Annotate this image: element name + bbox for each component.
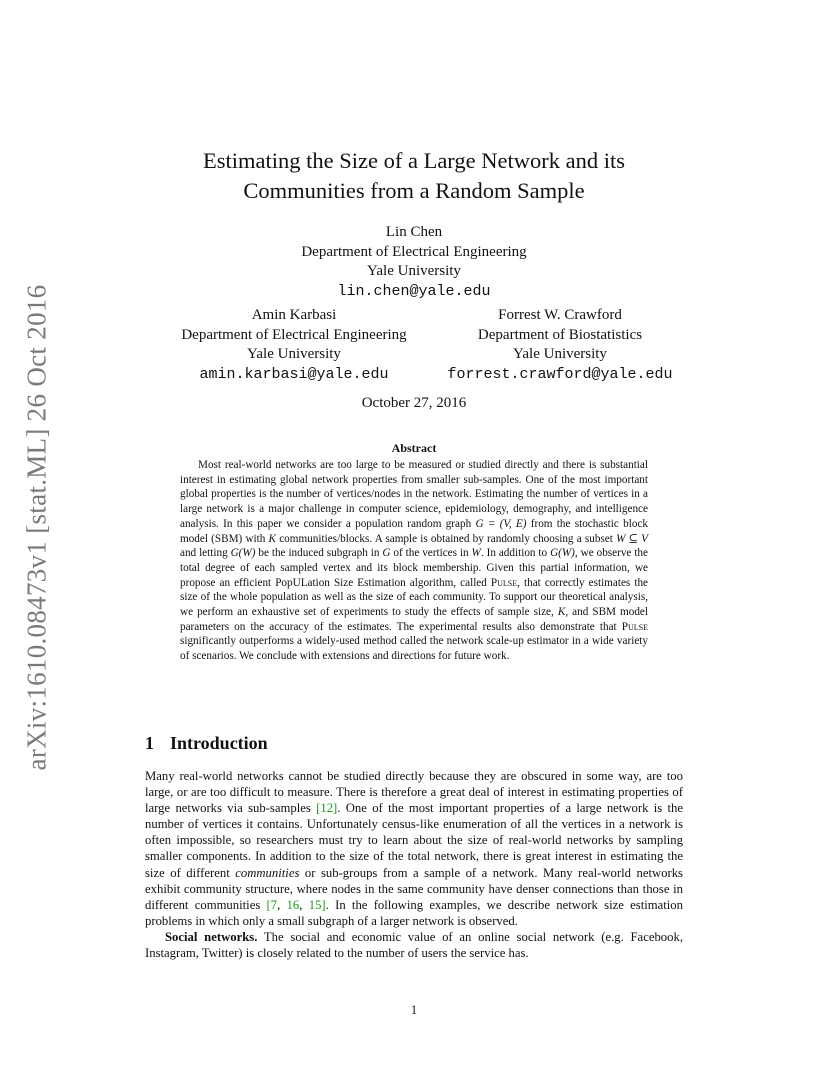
author-block-3 xyxy=(445,306,675,384)
author-univ: Yale University xyxy=(247,346,341,362)
author-name: Amin Karbasi xyxy=(251,307,337,323)
paragraph-run-in-heading: Social networks. xyxy=(165,929,258,944)
author-email: forrest.crawford@yale.edu xyxy=(447,365,673,383)
author-univ: Yale University xyxy=(513,346,607,362)
page-number: 1 xyxy=(410,1003,418,1017)
section-number: 1 xyxy=(145,733,154,753)
citation-link[interactable]: 15] xyxy=(308,897,326,912)
title-line-1: Estimating the Size of a Large Network and its xyxy=(203,148,625,173)
intro-paragraph-1: Many real-world networks cannot be studied directly because they are obscured in some way, are too large, or are too difficult to measure. There is therefore a great deal of interest in estimating properties of large networks via sub-samples [12]. One of the most important properties of a large network is the number of vertices it contains. Unfortunately census-like enumeration of all the vertices in a network is often impossible, so researchers must try to learn about the size of real-world networks by sampling smaller components. In addition to the size of the total network, there is great interest in estimating the size of different communities or sub-groups from a sample of a network. Many real-world networks exhibit community structure, where nodes in the same community have denser connections than those in different communities [7, 16, 15]. In the following examples, we describe network size estimation problems in which only a small subgraph of a larger network is observed. xyxy=(145,769,683,928)
author-email: amin.karbasi@yale.edu xyxy=(199,365,389,383)
abstract-heading: Abstract xyxy=(391,441,437,455)
paper-title xyxy=(100,146,728,206)
title-line-2: Communities from a Random Sample xyxy=(243,178,585,203)
citation-link[interactable]: [7 xyxy=(266,897,278,912)
author-dept: Department of Electrical Engineering xyxy=(181,326,407,343)
section-title: Introduction xyxy=(170,733,268,753)
author-dept: Department of Biostatistics xyxy=(477,326,643,343)
arxiv-sidebar-stamp: arXiv:1610.08473v1 [stat.ML] 26 Oct 2016 xyxy=(21,284,52,771)
author-email: lin.chen@yale.edu xyxy=(337,282,491,300)
author-name: Forrest W. Crawford xyxy=(498,307,622,323)
abstract-text: Most real-world networks are too large to be measured or studied directly and there is substantial interest in estimating global network properties from smaller sub-samples. One of the most important global properties is the number of vertices/nodes in the network. Estimating the number of vertices in a large network is a major challenge in computer science, epidemiology, demography, and intelligence analysis. In this paper we consider a population random graph G = (V, E) from the stochastic block model (SBM) with K communities/blocks. A sample is obtained by randomly choosing a subset W ⊆ V and letting G(W) be the induced subgraph in G of the vertices in W. In addition to G(W), we observe the total degree of each sampled vertex and its block membership. Given this partial information, we propose an efficient PopULation Size Estimation algorithm, called Pulse, that correctly estimates the size of the whole population as well as the size of each community. To support our theoretical analysis, we perform an exhaustive set of experiments to study the effects of sample size, K, and SBM model parameters on the accuracy of the estimates. The experimental results also demonstrate that Pulse significantly outperforms a widely-used method called the network scale-up estimator in a wide variety of scenarios. We conclude with extensions and directions for future work. xyxy=(180,459,649,663)
intro-body xyxy=(145,768,683,961)
author-name: Lin Chen xyxy=(385,224,443,240)
author-block-1 xyxy=(200,223,628,301)
author-block-2 xyxy=(155,306,433,384)
paper-date: October 27, 2016 xyxy=(361,395,467,411)
citation-link[interactable]: 16 xyxy=(286,897,300,912)
section-heading xyxy=(145,733,268,754)
author-univ: Yale University xyxy=(367,263,461,279)
intro-paragraph-2: Social networks. The social and economic value of an online social network (e.g. Facebook, Instagram, Twitter) is closely related to the number of users the service has. xyxy=(145,929,684,961)
author-dept: Department of Electrical Engineering xyxy=(301,243,527,260)
citation-link[interactable]: [12] xyxy=(316,801,338,816)
